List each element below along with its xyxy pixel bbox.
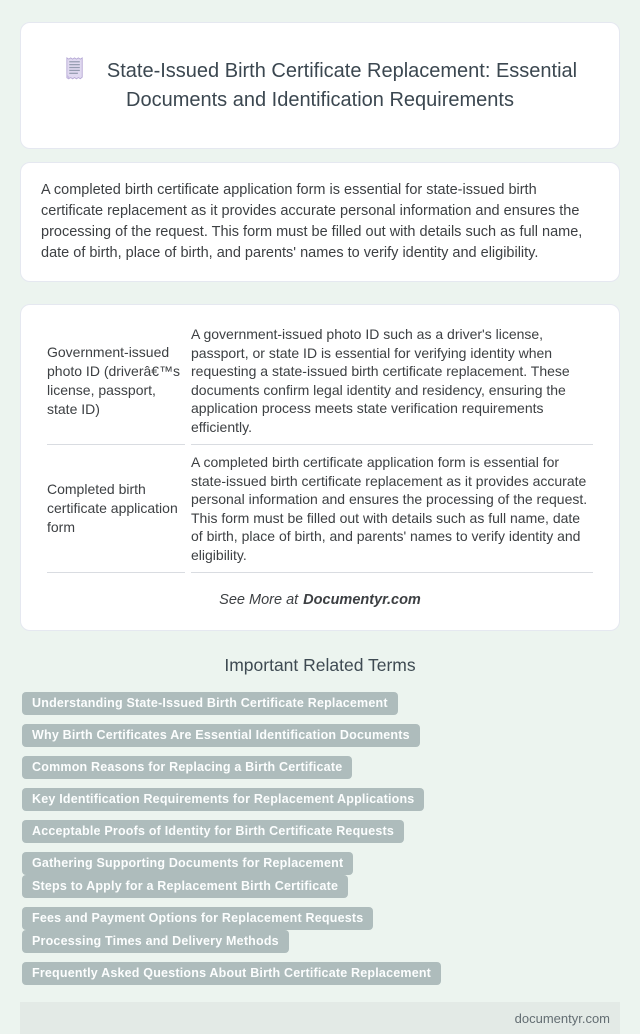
document-term: Government-issued photo ID (driverâ€™s license, passport, state ID) bbox=[47, 317, 185, 445]
related-term-tag[interactable]: Frequently Asked Questions About Birth Certificate Replacement bbox=[22, 962, 441, 985]
documents-card bbox=[20, 304, 620, 631]
document-description: A government-issued photo ID such as a driver's license, passport, or state ID is essential for verifying identity when requesting a state-issued birth certificate replacement. These documents confirm legal identity and residency, ensuring the application process meets state verification requirements efficiently. bbox=[191, 317, 593, 445]
receipt-icon bbox=[63, 56, 88, 81]
see-more-prefix: See More at bbox=[219, 592, 299, 608]
documents-table bbox=[41, 317, 599, 573]
title-card bbox=[20, 22, 620, 149]
related-terms-row bbox=[22, 788, 620, 811]
intro-paragraph: A completed birth certificate application form is essential for state-issued birth certificate replacement as it provides accurate personal information and ensures the processing of the request. This form must be filled out with details such as full name, date of birth, place of birth, and parents' names to verify identity and eligibility. bbox=[41, 182, 583, 261]
related-term-tag[interactable]: Processing Times and Delivery Methods bbox=[22, 930, 289, 953]
related-term-tag[interactable]: Acceptable Proofs of Identity for Birth Certificate Requests bbox=[22, 820, 404, 843]
related-terms-row bbox=[22, 756, 620, 779]
page-title-text: State-Issued Birth Certificate Replacement: Essential Documents and Identification Requirements bbox=[106, 60, 578, 111]
related-terms-list bbox=[22, 692, 620, 985]
related-terms-row bbox=[22, 692, 620, 715]
related-terms-row bbox=[22, 907, 620, 953]
document-description: A completed birth certificate application form is essential for state-issued birth certificate replacement as it provides accurate personal information and ensures the processing of the request. This form must be filled out with details such as full name, date of birth, place of birth, and parents' names to verify identity and eligibility. bbox=[191, 445, 593, 573]
related-terms-heading: Important Related Terms bbox=[224, 655, 416, 675]
footer-site-name: documentyr.com bbox=[514, 1010, 610, 1026]
related-term-tag[interactable]: Key Identification Requirements for Replacement Applications bbox=[22, 788, 424, 811]
brand-name: Documentyr.com bbox=[303, 592, 421, 608]
table-row bbox=[47, 317, 593, 445]
table-row bbox=[47, 445, 593, 573]
document-term: Completed birth certificate application form bbox=[47, 445, 185, 573]
related-term-tag[interactable]: Why Birth Certificates Are Essential Identification Documents bbox=[22, 724, 420, 747]
related-term-tag[interactable]: Common Reasons for Replacing a Birth Certificate bbox=[22, 756, 352, 779]
related-term-tag[interactable]: Gathering Supporting Documents for Replacement bbox=[22, 852, 353, 875]
related-term-tag[interactable]: Steps to Apply for a Replacement Birth Certificate bbox=[22, 875, 348, 898]
related-term-tag[interactable]: Understanding State-Issued Birth Certificate Replacement bbox=[22, 692, 398, 715]
intro-card bbox=[20, 162, 620, 282]
related-terms-row bbox=[22, 852, 620, 898]
page-title bbox=[60, 56, 580, 115]
related-terms-row bbox=[22, 820, 620, 843]
related-terms-row bbox=[22, 724, 620, 747]
page bbox=[0, 22, 640, 1027]
related-term-tag[interactable]: Fees and Payment Options for Replacement Requests bbox=[22, 907, 373, 930]
see-more-line bbox=[41, 592, 599, 608]
related-terms-row bbox=[22, 962, 620, 985]
footer-bar bbox=[20, 1002, 620, 1034]
